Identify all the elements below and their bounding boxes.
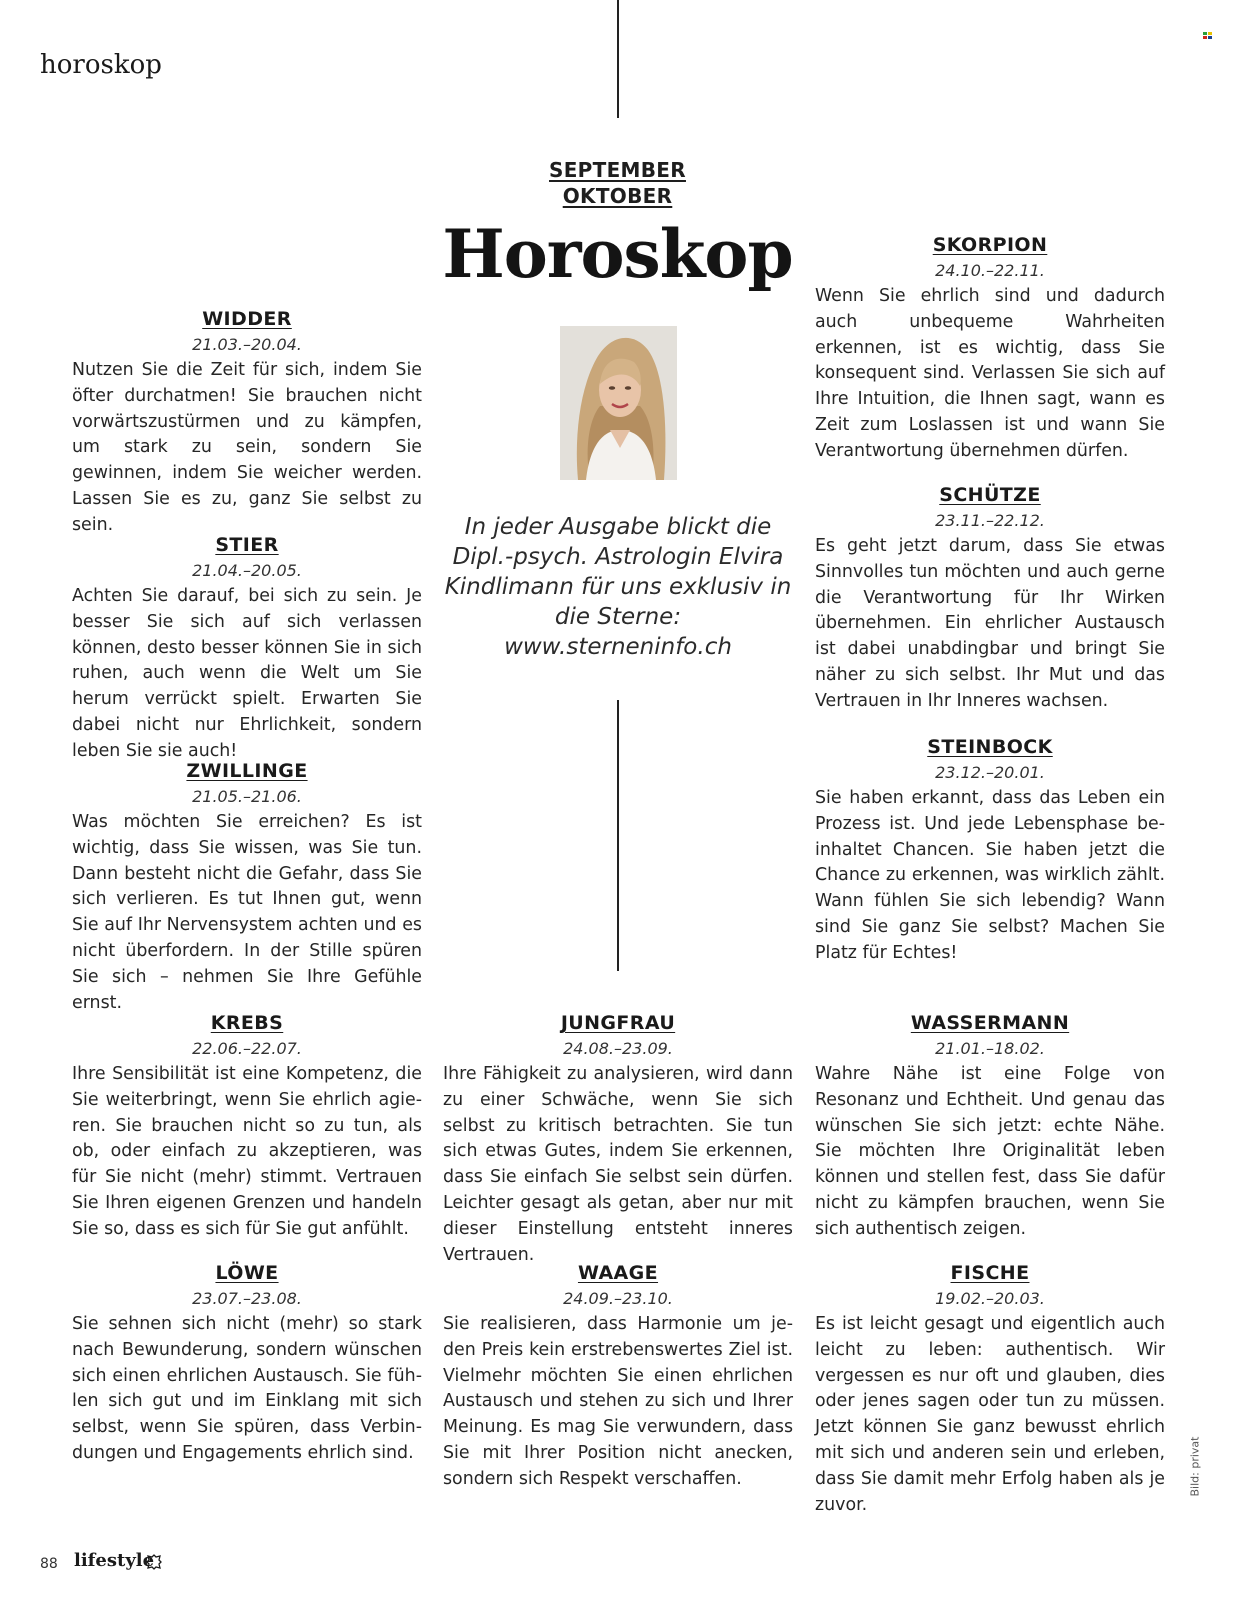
sign-name: SKORPION: [932, 234, 1048, 256]
sign-dates: 22.06.–22.07.: [192, 1039, 302, 1058]
sign-steinbock: [815, 734, 1165, 967]
intro-text: In jeder Ausgabe blickt die Dipl.-psych. Astrologin Elvira Kindlimann für uns exklusiv in die Sterne: www.sterneninfo.ch: [444, 514, 792, 660]
sign-skorpion: [815, 232, 1165, 465]
sign-dates: 23.12.–20.01.: [935, 763, 1045, 782]
sign-dates: 23.11.–22.12.: [935, 511, 1045, 530]
sign-text: Sie sehnen sich nicht (mehr) so stark nach Bewunderung, sondern wünschen sich einen ehrlichen Austausch. Sie fühlen sich gut und im Einklang mit sich selbst, wenn Sie spüren, dass Verbindungen und Engagements ehrlich sind.: [72, 1314, 422, 1463]
sign-text: Wenn Sie ehrlich sind und dadurch auch unbequeme Wahrheiten erkennen, ist es wichtig, dass Sie konsequent sind. Verlassen Sie sich auf Ihre Intuition, die Ihnen sagt, wann es Zeit zum Loslassen ist und wann Sie Verantwortung übernehmen dürfen.: [815, 286, 1165, 461]
section-label: horoskop: [40, 50, 162, 80]
sign-name: STIER: [215, 534, 279, 556]
author-portrait: [560, 326, 677, 480]
sign-text: Nutzen Sie die Zeit für sich, indem Sie öfter durchatmen! Sie brauchen nicht vorwärtszustürmen und zu kämpfen, um stark zu sein, sondern Sie gewinnen, indem Sie weicher werden. Lassen Sie es zu, ganz Sie selbst zu sein.: [72, 360, 422, 535]
sign-dates: 23.07.–23.08.: [192, 1289, 302, 1308]
sign-loewe: [72, 1260, 422, 1467]
sign-text: Wahre Nähe ist eine Folge von Resonanz und Echtheit. Und genau das wünschen Sie sich jetzt: echte Nähe. Sie möchten Ihre Originalität leben können und stellen fest, dass Sie dafür nicht zu kämpfen brauchen, wenn Sie sich authentisch zeigen.: [815, 1064, 1165, 1239]
sign-name: SCHÜTZE: [939, 484, 1041, 506]
sign-name: WAAGE: [577, 1262, 659, 1284]
sign-zwillinge: [72, 758, 422, 1016]
sign-text: Was möchten Sie erreichen? Es ist wichtig, dass Sie wissen, was Sie tun. Dann besteht nicht die Gefahr, dass Sie sich verlieren. Es tut Ihnen gut, wenn Sie auf Ihr Nervensystem achten und es nicht überfordern. In der Stille spüren Sie sich – nehmen Sie Ihre Gefühle ernst.: [72, 812, 422, 1013]
sign-name: ZWILLINGE: [186, 760, 308, 782]
sign-name: STEINBOCK: [927, 736, 1053, 758]
sign-jungfrau: [443, 1010, 793, 1268]
sign-name: FISCHE: [950, 1262, 1030, 1284]
sign-dates: 21.04.–20.05.: [192, 561, 302, 580]
sign-krebs: [72, 1010, 422, 1243]
sign-text: Ihre Fähigkeit zu analysieren, wird dann zu einer Schwäche, wenn Sie sich selbst zu kritisch betrachten. Sie tun sich etwas Gutes, indem Sie erkennen, dass Sie einfach Sie selbst sein dürfen. Leichter gesagt als getan, aber nur mit dieser Einstellung entsteht inneres Vertrauen.: [443, 1064, 793, 1265]
sign-dates: 24.09.–23.10.: [563, 1289, 673, 1308]
portrait-image: [560, 326, 677, 480]
sign-text: Es geht jetzt darum, dass Sie etwas Sinnvolles tun möchten und auch gerne die Verantwortung für Ihr Wirken übernehmen. Ein ehrlicher Austausch ist dabei unabdingbar und bringt Sie näher zu sich selbst. Ihr Mut und das Vertrauen in Ihr Inneres wachsen.: [815, 536, 1165, 711]
sign-waage: [443, 1260, 793, 1493]
sign-name: LÖWE: [215, 1262, 279, 1284]
sign-name: WASSERMANN: [910, 1012, 1070, 1034]
sign-schuetze: [815, 482, 1165, 715]
sign-fische: [815, 1260, 1165, 1518]
sign-name: WIDDER: [202, 308, 292, 330]
sign-dates: 21.03.–20.04.: [192, 335, 302, 354]
sign-dates: 21.05.–21.06.: [192, 787, 302, 806]
page-number: 88: [40, 1556, 58, 1572]
brand-name: lifestyle: [74, 1550, 155, 1571]
sign-text: Es ist leicht gesagt und eigentlich auch leicht zu leben: authentisch. Wir vergessen es nur oft und glauben, dies oder jenes sagen oder tun zu müssen. Jetzt können Sie ganz bewusst ehrlich mit sich und anderen sein und erleben, dass Sie damit mehr Erfolg haben als je zuvor.: [815, 1314, 1165, 1515]
color-mark-icon: [1203, 32, 1212, 39]
sign-text: Achten Sie darauf, bei sich zu sein. Je besser Sie sich auf sich verlassen können, desto besser können Sie in sich ruhen, auch wenn die Welt um Sie herum verrückt spielt. Erwarten Sie dabei nicht nur Ehrlichkeit, sondern leben Sie sie auch!: [72, 586, 422, 761]
sign-name: KREBS: [210, 1012, 284, 1034]
sign-dates: 19.02.–20.03.: [935, 1289, 1045, 1308]
brand-frame-icon: [146, 1554, 162, 1570]
sign-dates: 24.10.–22.11.: [935, 261, 1045, 280]
sign-name: JUNGFRAU: [560, 1012, 676, 1034]
sign-text: Sie haben erkannt, dass das Leben ein Prozess ist. Und jede Lebensphase beinhaltet Chancen. Sie haben jetzt die Chance zu erkennen, was wirklich zählt. Wann fühlen Sie sich lebendig? Wann sind Sie ganz Sie selbst? Machen Sie Platz für Echtes!: [815, 788, 1165, 963]
photo-credit: Bild: privat: [1188, 1436, 1202, 1497]
divider-top: [617, 0, 619, 118]
sign-widder: [72, 306, 422, 539]
sign-wassermann: [815, 1010, 1165, 1243]
page-title: Horoskop: [442, 215, 793, 293]
sign-dates: 21.01.–18.02.: [935, 1039, 1045, 1058]
sign-text: Sie realisieren, dass Harmonie um jeden Preis kein erstrebenswertes Ziel ist. Vielmehr möchten Sie einen ehrlichen Austausch und stehen zu sich und Ihrer Meinung. Es mag Sie verwundern, dass Sie mit Ihrer Position nicht anecken, sondern sich Respekt verschaffen.: [443, 1314, 793, 1489]
sign-dates: 24.08.–23.09.: [563, 1039, 673, 1058]
month-oktober: OKTOBER: [562, 184, 673, 208]
sign-text: Ihre Sensibilität ist eine Kompetenz, die Sie weiterbringt, wenn Sie ehrlich agieren. Sie brauchen nicht so zu tun, als ob, oder einfach zu akzeptieren, was für Sie nicht (mehr) stimmt. Vertrauen Sie Ihren eigenen Grenzen und handeln Sie so, dass es sich für Sie gut anfühlt.: [72, 1064, 422, 1239]
month-september: SEPTEMBER: [549, 158, 686, 182]
sign-stier: [72, 532, 422, 765]
divider-middle: [617, 700, 619, 971]
